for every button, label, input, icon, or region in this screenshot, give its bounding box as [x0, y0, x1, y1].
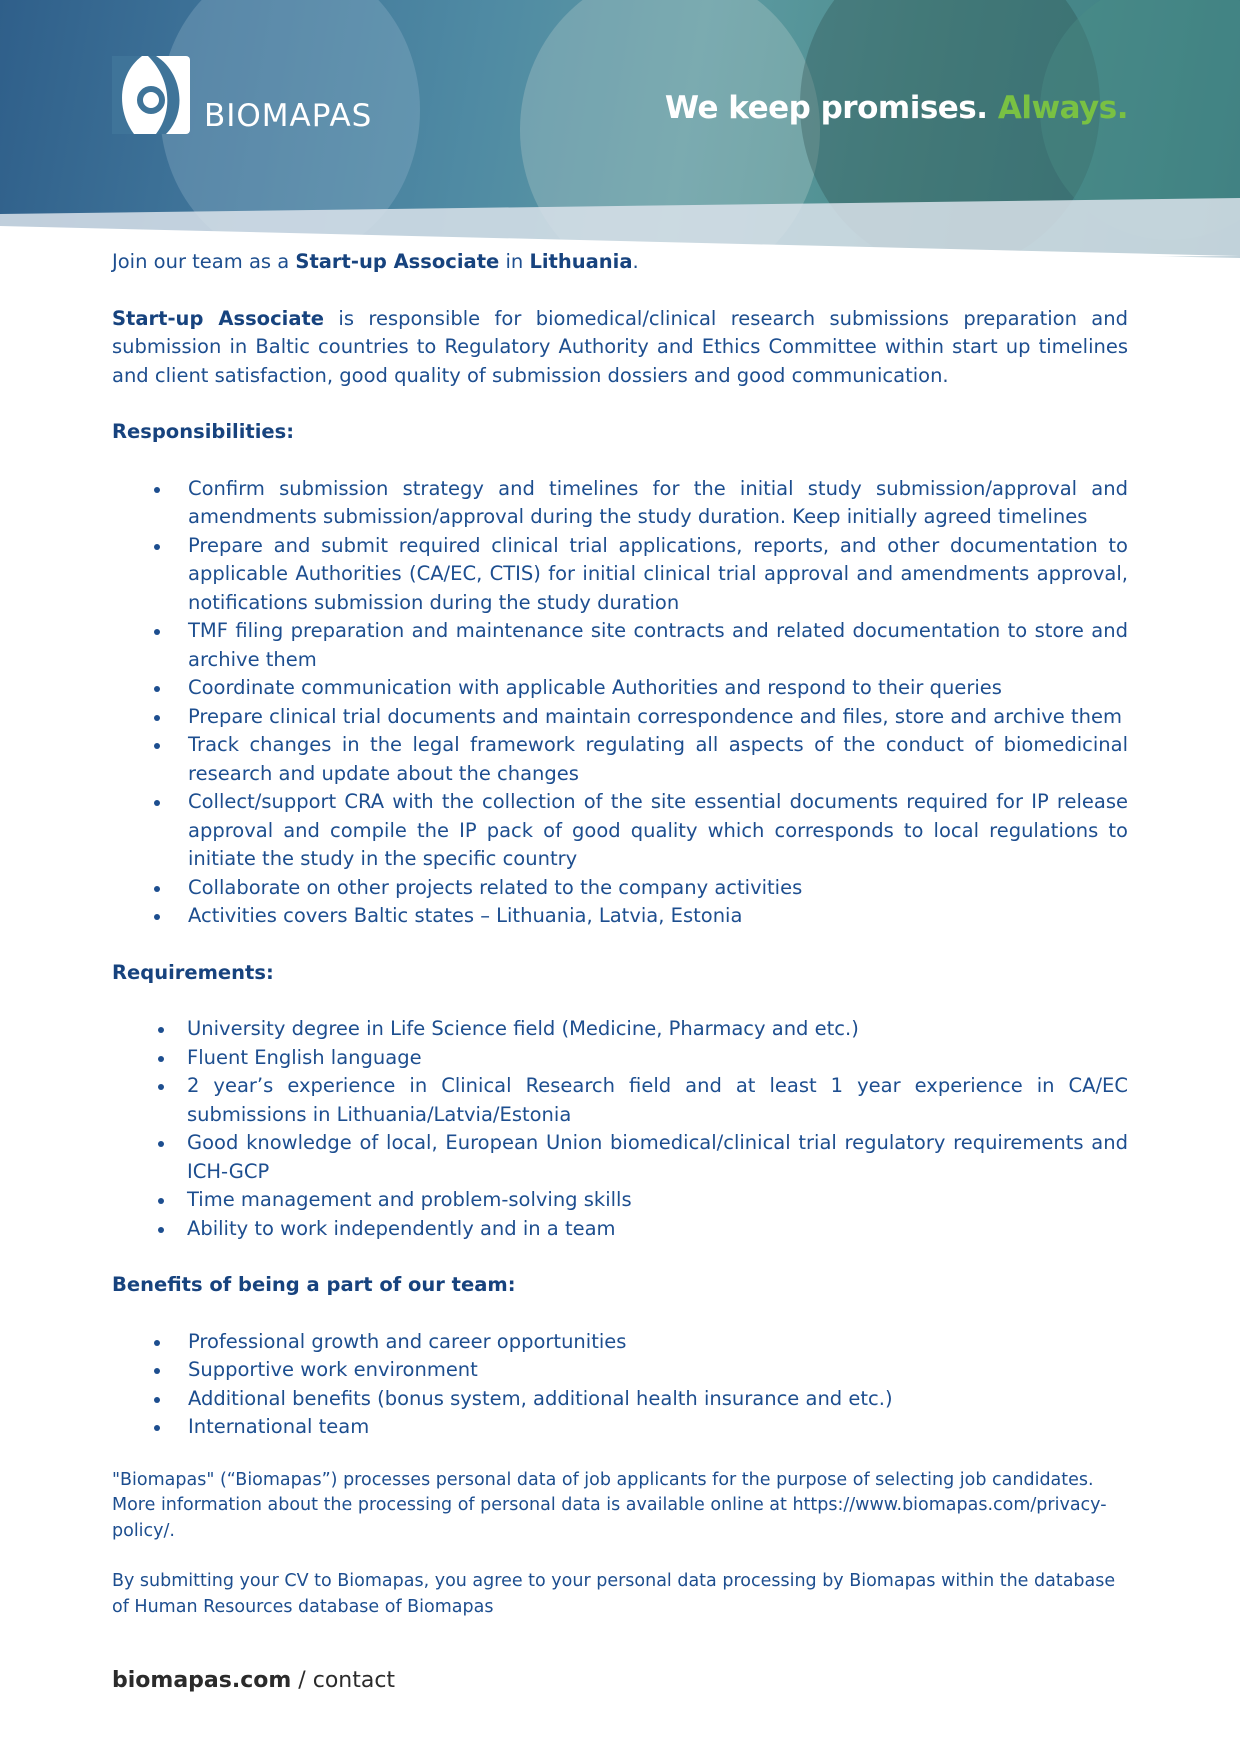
list-item: Additional benefits (bonus system, additional health insurance and etc.) [112, 1385, 1128, 1414]
list-item: Supportive work environment [112, 1356, 1128, 1385]
privacy-notice: "Biomapas" (“Biomapas”) processes personal data of job applicants for the purpose of selecting job candidates. More information about the processing of personal data is available online at https://www.biomapas.com/privacy-policy/. [112, 1469, 1107, 1541]
description-text: is responsible for biomedical/clinical research submissions preparation and submission in Baltic countries to Regulatory Authority and Ethics Committee within start up timelines and client satisfaction, good quality of submission dossiers and good communication. [112, 306, 1128, 387]
responsibilities-list [112, 475, 1128, 931]
description-role: Start-up Associate [112, 306, 325, 330]
list-item: Prepare clinical trial documents and maintain correspondence and files, store and archive them [112, 703, 1128, 732]
job-posting [112, 248, 1128, 1620]
list-item: Time management and problem-solving skills [112, 1186, 1128, 1215]
role-description [112, 305, 1128, 391]
biomapas-logo-icon [112, 56, 190, 134]
list-item: TMF filing preparation and maintenance site contracts and related documentation to store and archive them [112, 617, 1128, 674]
benefits-title: Benefits of being a part of our team: [112, 1273, 516, 1296]
header-banner [0, 0, 1240, 262]
list-item: Good knowledge of local, European Union biomedical/clinical trial regulatory requirements and ICH-GCP [112, 1129, 1128, 1186]
intro-suffix: . [632, 250, 639, 273]
list-item: 2 year’s experience in Clinical Research field and at least 1 year experience in CA/EC submissions in Lithuania/Latvia/Estonia [112, 1072, 1128, 1129]
list-item: Collaborate on other projects related to the company activities [112, 874, 1128, 903]
intro-prefix: Join our team as a [112, 250, 296, 273]
requirements-list [112, 1015, 1128, 1243]
list-item: International team [112, 1413, 1128, 1442]
list-item: Activities covers Baltic states – Lithuania, Latvia, Estonia [112, 902, 1128, 931]
list-item: Fluent English language [112, 1044, 1128, 1073]
intro-role: Start-up Associate [295, 250, 500, 273]
consent-notice: By submitting your CV to Biomapas, you agree to your personal data processing by Biomapas within the database of Human Resources database of Biomapas [112, 1571, 1116, 1617]
tagline-main: We keep promises. [664, 90, 988, 126]
footer-separator: / [291, 1668, 313, 1693]
tagline [665, 90, 1128, 126]
list-item: Coordinate communication with applicable Authorities and respond to their queries [112, 674, 1128, 703]
list-item: Track changes in the legal framework regulating all aspects of the conduct of biomedicinal research and update about the changes [112, 731, 1128, 788]
footer [112, 1668, 395, 1693]
requirements-title: Requirements: [112, 960, 274, 984]
footer-contact-link[interactable]: contact [312, 1668, 396, 1693]
intro-middle: in [499, 250, 530, 273]
list-item: Collect/support CRA with the collection of the site essential documents required for IP release approval and compile the IP pack of good quality which corresponds to local regulations to initiate the study in the specific country [112, 788, 1128, 874]
list-item: Prepare and submit required clinical trial applications, reports, and other documentation to applicable Authorities (CA/EC, CTIS) for initial clinical trial approval and amendments approval, notifications submission during the study duration [112, 532, 1128, 618]
footer-site-link[interactable]: biomapas.com [112, 1668, 292, 1693]
brand-name: BIOMAPAS [204, 98, 373, 134]
intro-line [112, 248, 1128, 277]
tagline-accent: Always. [997, 90, 1128, 126]
list-item: Professional growth and career opportunities [112, 1328, 1128, 1357]
benefits-list [112, 1328, 1128, 1442]
intro-location: Lithuania [529, 250, 633, 273]
list-item: Ability to work independently and in a team [112, 1215, 1128, 1244]
list-item: Confirm submission strategy and timelines for the initial study submission/approval and amendments submission/approval during the study duration. Keep initially agreed timelines [112, 475, 1128, 532]
list-item: University degree in Life Science field (Medicine, Pharmacy and etc.) [112, 1015, 1128, 1044]
responsibilities-title: Responsibilities: [112, 420, 295, 443]
